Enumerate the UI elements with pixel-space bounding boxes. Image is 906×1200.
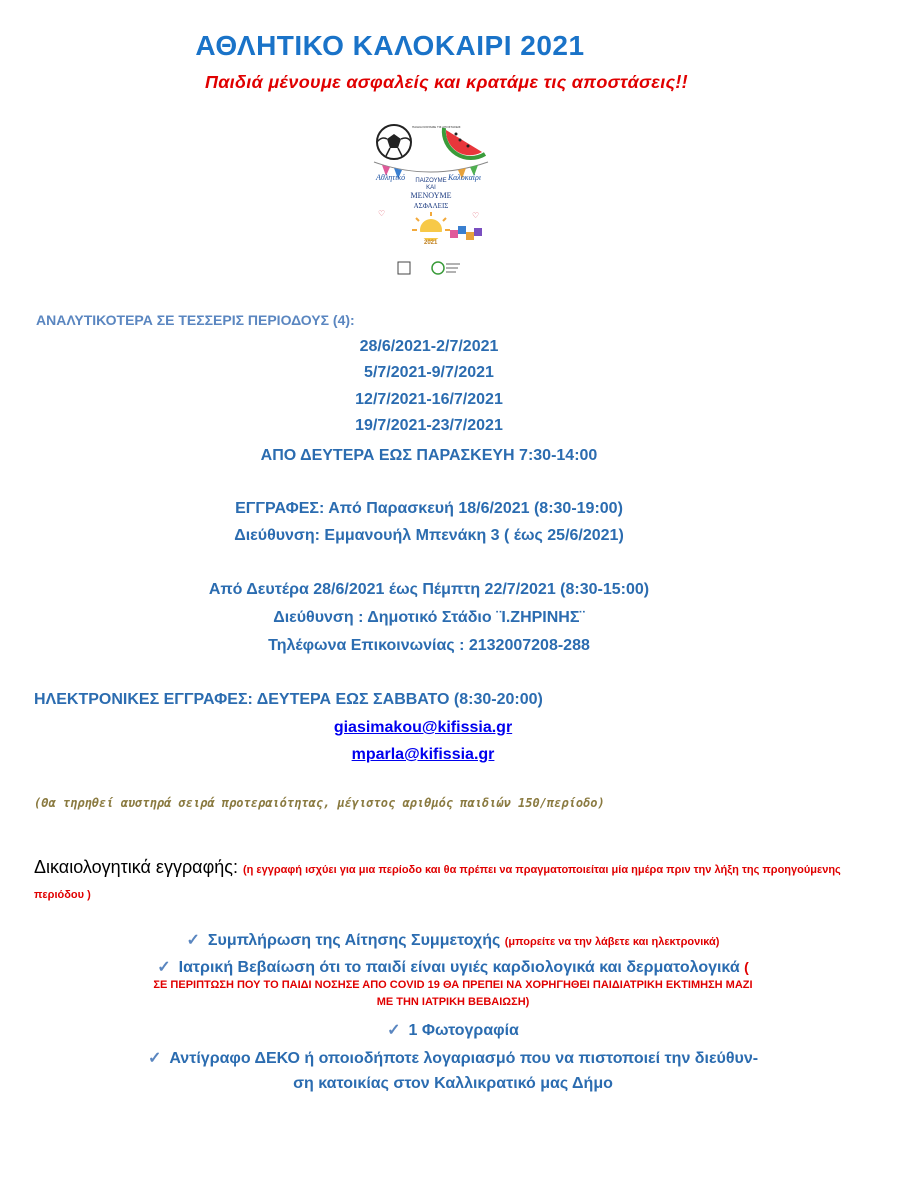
requirement-2-note-line2: ΜΕ ΤΗΝ ΙΑΤΡΙΚΗ ΒΕΒΑΙΩΣΗ) [376,996,530,1008]
email-link-2[interactable]: mparla@kifissia.gr [351,746,495,763]
poster-note: ΠΑΙΔΙΑ ΚΡΑΤΑΜΕ ΤΙΣ ΑΠΟΣΤΑΣΕΙΣ [412,125,461,129]
period-4: 19/7/2021-23/7/2021 [355,417,503,434]
requirement-3 [0,1020,906,1040]
periods-heading: ΑΝΑΛΥΤΙΚΟΤΕΡΑ ΣΕ ΤΕΣΣΕΡΙΣ ΠΕΡΙΟΔΟΥΣ (4): [36,312,355,328]
checkmark-icon: ✓ [157,959,171,976]
registration-line-2: Διεύθυνση: Εμμανουήλ Μπενάκη 3 ( έως 25/6/2021) [234,527,624,544]
page-title: ΑΘΛΗΤΙΚΟ ΚΑΛΟΚΑΙΡΙ 2021 [195,30,585,61]
phone-line: Τηλέφωνα Επικοινωνίας : 2132007208-288 [268,637,590,654]
poster-line2: ΚΑΙ [426,185,436,191]
soccer-ball-icon [377,125,411,159]
heart-icon: ♡ [378,209,386,218]
online-registration: ΗΛΕΚΤΡΟΝΙΚΕΣ ΕΓΓΡΑΦΕΣ: ΔΕΥΤΕΡΑ ΕΩΣ ΣΑΒΒΑΤΟ (8:30-20:00) [34,691,543,708]
documents-heading: Δικαιολογητικά εγγραφής: [34,857,238,877]
poster-line4: ΑΣΦΑΛΕΙΣ [413,202,449,210]
requirement-1-note: (μπορείτε να την λάβετε και ηλεκτρονικά) [504,936,720,948]
requirement-4 [0,1048,906,1068]
documents-heading-block [34,856,854,906]
registration-line-4: Διεύθυνση : Δημοτικό Στάδιο ¨Ι.ΖΗΡΙΝΗΣ¨ [273,609,585,626]
requirement-2-text: Ιατρική Βεβαίωση ότι το παιδί είναι υγιές καρδιολογικά και δερματολογικά [178,959,740,976]
poster-line1: ΠΑΙΖΟΥΜΕ [415,178,447,184]
registration-line-3: Από Δευτέρα 28/6/2021 έως Πέμπτη 22/7/2021 (8:30-15:00) [208,581,650,598]
requirement-1-text: Συμπλήρωση της Αίτησης Συμμετοχής [207,932,501,949]
requirement-1 [0,930,906,950]
poster-left-text: Αθλητικό [376,173,406,182]
documents-heading-note: (η εγγραφή ισχύει για μια περίοδο και θα πρέπει να πραγματοποιείται μία ημέρα πριν την λήξη της προηγούμενης περιόδου ) [34,864,841,901]
email-link-1[interactable]: giasimakou@kifissia.gr [333,719,513,736]
requirement-2-note-line1: ΣΕ ΠΕΡΙΠΤΩΣΗ ΠΟΥ ΤΟ ΠΑΙΔΙ ΝΟΣΗΣΕ ΑΠΟ COVID 19 ΘΑ ΠΡΕΠΕΙ ΝΑ ΧΟΡΗΓΗΘΕΙ ΠΑΙΔΙΑΤΡΙΚΗ ΕΚΤΙΜΗΣΗ ΜΑΖΙ [153,979,753,991]
checkmark-icon: ✓ [387,1022,401,1039]
period-2: 5/7/2021-9/7/2021 [364,364,494,381]
requirement-3-text: 1 Φωτογραφία [408,1022,519,1039]
requirement-4-text-a: Αντίγραφο ΔΕΚΟ ή οποιοδήποτε λογαριασμό που να πιστοποιεί την διεύθυν- [169,1050,759,1067]
period-1: 28/6/2021-2/7/2021 [359,338,499,355]
priority-note: (Θα τηρηθεί αυστηρά σειρά προτεραιότητας, μέγιστος αριθμός παιδιών 150/περίοδο) [34,796,605,810]
page-subtitle: Παιδιά μένουμε ασφαλείς και κρατάμε τις αποστάσεις!! [205,72,688,92]
poster-line3: ΜΕΝΟΥΜΕ [410,191,452,200]
heart-icon: ♡ [472,211,480,220]
requirement-2-paren: ( [744,959,749,975]
event-poster [372,122,490,284]
poster-right-text: Καλοκαίρι [448,173,482,182]
registration-line-1: ΕΓΓΡΑΦΕΣ: Από Παρασκευή 18/6/2021 (8:30-19:00) [235,500,623,517]
poster-year: 2021 [424,240,438,246]
requirement-4-text-b: ση κατοικίας στον Καλλικρατικό μας Δήμο [293,1075,613,1092]
period-3: 12/7/2021-16/7/2021 [355,391,503,408]
schedule: ΑΠΟ ΔΕΥΤΕΡΑ ΕΩΣ ΠΑΡΑΣΚΕΥΗ 7:30-14:00 [260,447,598,464]
checkmark-icon: ✓ [186,932,200,949]
checkmark-icon: ✓ [147,1050,162,1067]
requirement-2 [0,957,906,977]
